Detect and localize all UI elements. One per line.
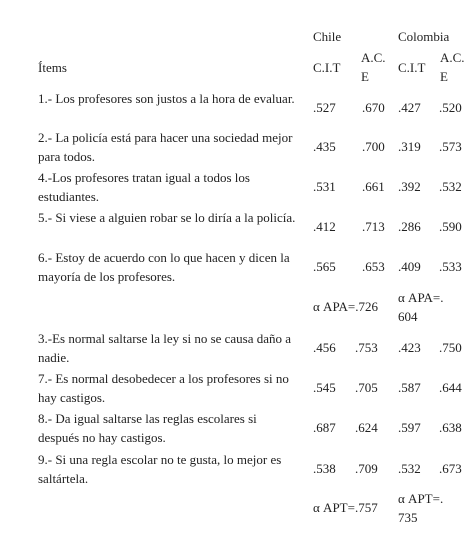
alpha-apt-colombia-line2: 735 bbox=[398, 510, 418, 525]
chile-ace-value: .713 bbox=[362, 219, 385, 234]
chile-cit-value: .412 bbox=[313, 219, 336, 234]
chile-ace-value: .705 bbox=[355, 380, 378, 395]
chile-cit-value: .565 bbox=[313, 259, 336, 274]
header-colombia-cit: C.I.T bbox=[398, 60, 426, 75]
chile-ace-value: .653 bbox=[362, 259, 385, 274]
chile-cit-value: .538 bbox=[313, 461, 336, 476]
colombia-cit-value: .409 bbox=[398, 259, 421, 274]
alpha-apa-colombia-line2: 604 bbox=[398, 309, 418, 324]
chile-cit-value: .527 bbox=[313, 100, 336, 115]
colombia-cit-value: .587 bbox=[398, 380, 421, 395]
header-colombia-ace-line1: A.C. bbox=[440, 50, 465, 65]
alpha-apa-chile: α APA=.726 bbox=[313, 299, 378, 314]
alpha-apa-colombia-line1: α APA=. bbox=[398, 290, 444, 305]
colombia-cit-value: .392 bbox=[398, 179, 421, 194]
colombia-cit-value: .423 bbox=[398, 340, 421, 355]
chile-ace-value: .661 bbox=[362, 179, 385, 194]
item-label: 9.- Si una regla escolar no te gusta, lo mejor es saltártela. bbox=[38, 452, 282, 486]
chile-ace-value: .753 bbox=[355, 340, 378, 355]
colombia-ace-value: .673 bbox=[439, 461, 462, 476]
chile-cit-value: .531 bbox=[313, 179, 336, 194]
alpha-apt-colombia-line1: α APT=. bbox=[398, 491, 444, 506]
colombia-ace-value: .532 bbox=[439, 179, 462, 194]
chile-ace-value: .709 bbox=[355, 461, 378, 476]
colombia-cit-value: .319 bbox=[398, 139, 421, 154]
header-colombia-ace-line2: E bbox=[440, 69, 448, 84]
chile-cit-value: .456 bbox=[313, 340, 336, 355]
colombia-ace-value: .638 bbox=[439, 420, 462, 435]
chile-ace-value: .670 bbox=[362, 100, 385, 115]
alpha-apt-chile: α APT=.757 bbox=[313, 500, 378, 515]
colombia-ace-value: .573 bbox=[439, 139, 462, 154]
colombia-cit-value: .286 bbox=[398, 219, 421, 234]
colombia-cit-value: .427 bbox=[398, 100, 421, 115]
header-chile-cit: C.I.T bbox=[313, 60, 341, 75]
item-label: 3.-Es normal saltarse la ley si no se causa daño a nadie. bbox=[38, 331, 292, 365]
header-chile-ace-line1: A.C. bbox=[361, 50, 386, 65]
chile-cit-value: .435 bbox=[313, 139, 336, 154]
item-label: 2.- La policía está para hacer una sociedad mejor para todos. bbox=[38, 130, 293, 164]
item-label: 7.- Es normal desobedecer a los profesores si no hay castigos. bbox=[38, 371, 289, 405]
header-country-colombia: Colombia bbox=[398, 29, 450, 44]
colombia-ace-value: .750 bbox=[439, 340, 462, 355]
header-items-label: Ítems bbox=[38, 60, 67, 75]
item-label: 8.- Da igual saltarse las reglas escolares si después no hay castigos. bbox=[38, 411, 257, 445]
chile-cit-value: .545 bbox=[313, 380, 336, 395]
item-label: 6.- Estoy de acuerdo con lo que hacen y dicen la mayoría de los profesores. bbox=[38, 250, 290, 284]
colombia-ace-value: .644 bbox=[439, 380, 462, 395]
header-country-chile: Chile bbox=[313, 29, 342, 44]
colombia-cit-value: .532 bbox=[398, 461, 421, 476]
colombia-ace-value: .590 bbox=[439, 219, 462, 234]
colombia-cit-value: .597 bbox=[398, 420, 421, 435]
item-label: 4.-Los profesores tratan igual a todos los estudiantes. bbox=[38, 170, 250, 204]
colombia-ace-value: .533 bbox=[439, 259, 462, 274]
chile-ace-value: .624 bbox=[355, 420, 378, 435]
item-label: 5.- Si viese a alguien robar se lo diría a la policía. bbox=[38, 210, 296, 225]
chile-cit-value: .687 bbox=[313, 420, 336, 435]
header-chile-ace-line2: E bbox=[361, 69, 369, 84]
colombia-ace-value: .520 bbox=[439, 100, 462, 115]
chile-ace-value: .700 bbox=[362, 139, 385, 154]
item-label: 1.- Los profesores son justos a la hora de evaluar. bbox=[38, 91, 295, 106]
